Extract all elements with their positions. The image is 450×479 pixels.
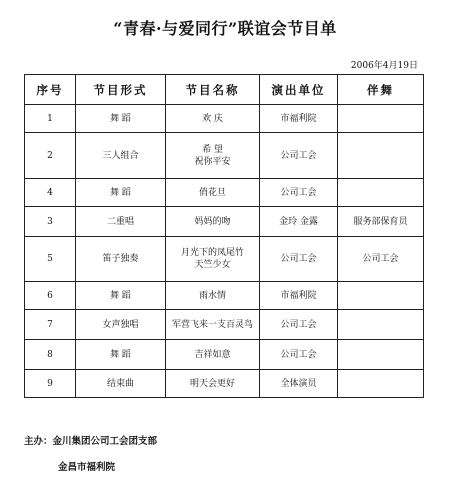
cell-name-line: 希 望 [202,144,223,155]
header-dance: 伴舞 [338,75,424,105]
cell-form: 二重唱 [76,207,166,237]
cell-dance [338,282,424,310]
cell-dance [338,310,424,340]
cell-name [166,133,260,179]
program-title: “青春·与爱同行”联谊会节目单 [113,19,337,38]
table-row [25,340,424,370]
cell-name-line: 明天会更好 [189,378,235,389]
cell-number: 9 [25,370,76,398]
header-unit: 演出单位 [260,75,338,105]
cell-unit: 公司工会 [260,310,338,340]
cell-number: 1 [25,105,76,133]
cell-unit: 全体演员 [260,370,338,398]
cell-name [166,282,260,310]
cell-name [166,207,260,237]
cell-number: 3 [25,207,76,237]
organizer-line: 主办：金川集团公司工会团支部 [24,436,158,447]
cell-form: 笛子独奏 [76,237,166,282]
cell-unit: 市福利院 [260,282,338,310]
cell-unit: 公司工会 [260,133,338,179]
cell-unit: 公司工会 [260,237,338,282]
cell-form: 舞 蹈 [76,105,166,133]
cell-form: 舞 蹈 [76,179,166,207]
cell-number: 2 [25,133,76,179]
cell-name [166,179,260,207]
program-date: 2006年4月19日 [350,61,418,71]
header-name: 节目名称 [166,75,260,105]
cell-name-line: 吉祥如意 [194,349,231,360]
table-row [25,310,424,340]
cell-name [166,310,260,340]
cell-name-line: 欢 庆 [202,113,223,124]
table-row [25,133,424,179]
cell-dance [338,133,424,179]
table-header-row [25,75,424,105]
table-row [25,105,424,133]
table-row [25,282,424,310]
cell-name-line: 妈妈的吻 [194,216,231,227]
cell-name-line: 祝你平安 [194,156,231,167]
table-row [25,237,424,282]
cell-name-line: 雨水情 [198,290,226,301]
cell-unit: 公司工会 [260,179,338,207]
cell-number: 5 [25,237,76,282]
cell-form: 结束曲 [76,370,166,398]
cell-name-line: 月光下的凤尾竹 [180,248,244,258]
cell-name [166,105,260,133]
cell-name [166,370,260,398]
table-row [25,370,424,398]
cell-unit: 市福利院 [260,105,338,133]
cell-form: 舞 蹈 [76,340,166,370]
program-table [24,74,424,398]
cell-form: 三人组合 [76,133,166,179]
cell-name-line: 军营飞来一支百灵鸟 [171,319,253,330]
cell-number: 4 [25,179,76,207]
cell-form: 舞 蹈 [76,282,166,310]
cell-name [166,237,260,282]
cell-dance: 服务部保育员 [338,207,424,237]
cell-unit: 公司工会 [260,340,338,370]
co-organizer-line: 金昌市福利院 [58,462,116,473]
header-number: 序号 [25,75,76,105]
table-row [25,207,424,237]
cell-dance [338,179,424,207]
cell-name [166,340,260,370]
cell-number: 7 [25,310,76,340]
cell-dance [338,340,424,370]
cell-unit: 金玲 金露 [260,207,338,237]
cell-dance [338,105,424,133]
table-row [25,179,424,207]
cell-name-line: 天竺少女 [194,260,231,270]
cell-dance [338,370,424,398]
cell-form: 女声独唱 [76,310,166,340]
header-form: 节目形式 [76,75,166,105]
cell-number: 8 [25,340,76,370]
cell-dance: 公司工会 [338,237,424,282]
cell-name-line: 俏花旦 [198,187,226,198]
cell-number: 6 [25,282,76,310]
